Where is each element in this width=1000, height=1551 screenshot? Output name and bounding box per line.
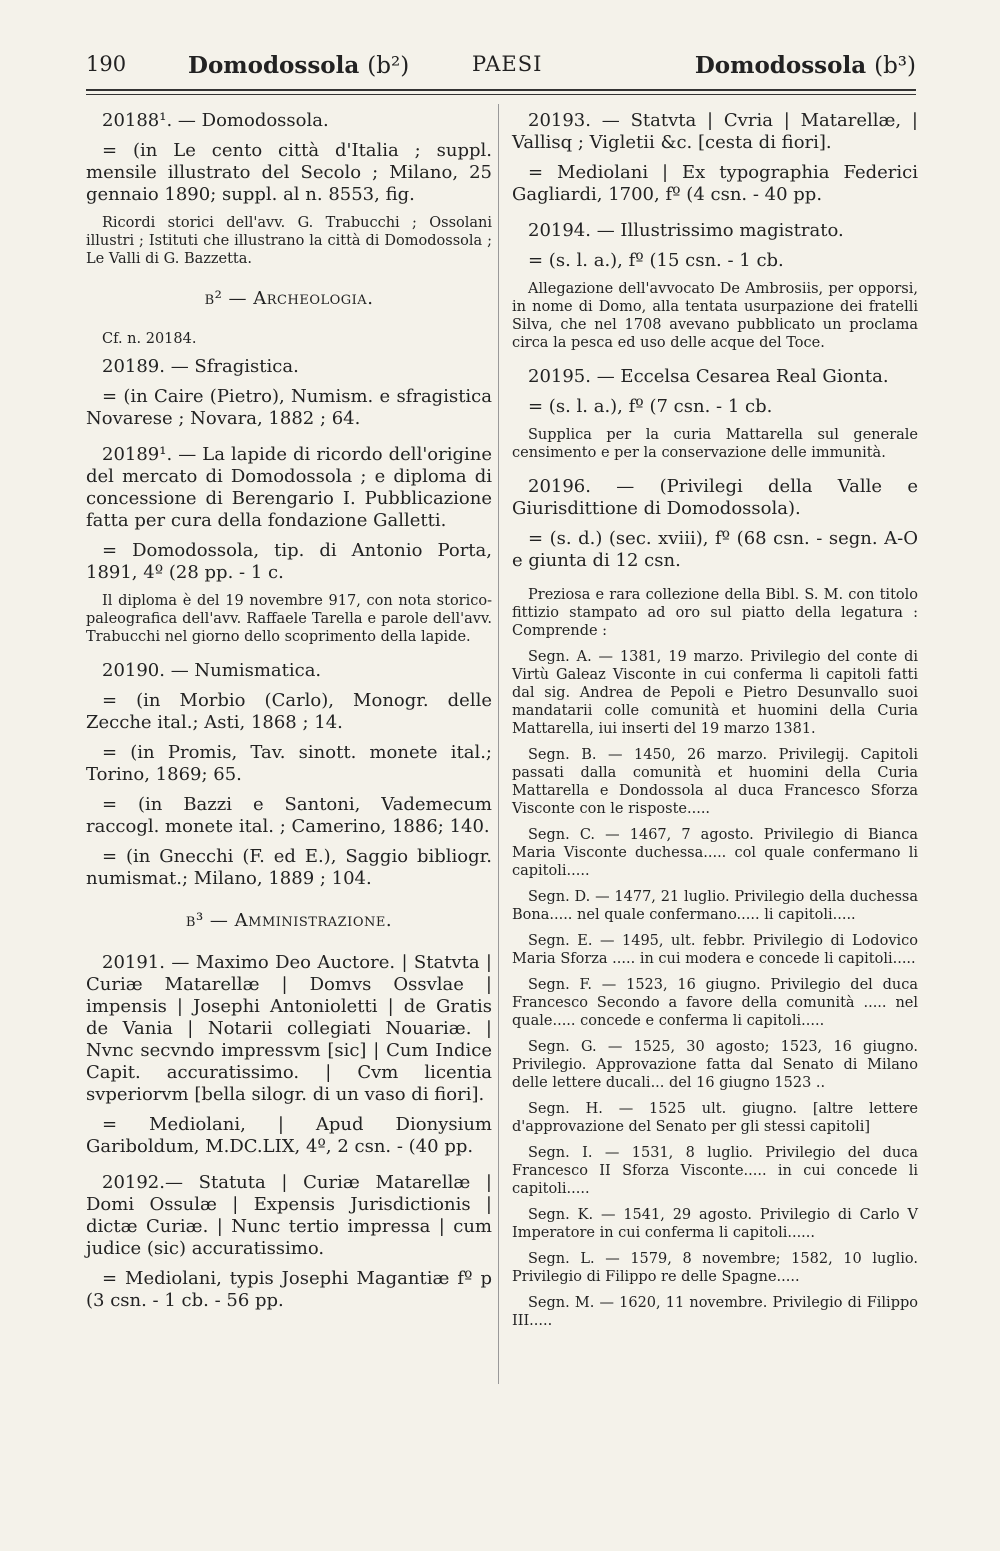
section-heading: b³ — Amministrazione.	[185, 910, 393, 931]
entry-note: Supplica per la curia Mattarella sul generale censimento e per la conservazione delle immunità.	[512, 427, 918, 461]
spacer	[86, 268, 492, 288]
catalog-entry: = (in Gnecchi (F. ed E.), Saggio bibliogr. numismat.; Milano, 1889 ; 104.	[86, 846, 492, 889]
spacer	[86, 310, 492, 330]
spacer	[512, 1136, 918, 1144]
spacer	[86, 786, 492, 794]
entry-note: Il diploma è del 19 novembre 917, con nota storico-paleografica dell'avv. Raffaele Tarella e parole dell'avv. Trabucchi nel giorno dello scoprimento della lapide.	[86, 593, 492, 645]
spacer	[512, 640, 918, 648]
spacer	[512, 1286, 918, 1294]
spacer	[512, 1030, 918, 1038]
catalog-entry: = Mediolani, | Apud Dionysium Gariboldum, M.DC.LIX, 4º, 2 csn. - (40 pp.	[86, 1114, 492, 1157]
catalog-entry: = (in Bazzi e Santoni, Vademecum raccogl. monete ital. ; Camerino, 1886; 140.	[86, 794, 492, 837]
spacer	[512, 352, 918, 366]
spacer	[512, 572, 918, 586]
spacer	[86, 1158, 492, 1172]
segment-item: Segn. K. — 1541, 29 agosto. Privilegio di Carlo V Imperatore in cui conferma li capitoli......	[512, 1207, 918, 1241]
catalog-entry: 20194. — Illustrissimo magistrato.	[528, 220, 844, 241]
catalog-entry: 20189¹. — La lapide di ricordo dell'origine del mercato di Domodossola ; e diploma di concessione di Berengario I. Pubblicazione fatta per cura della fondazione Galletti.	[86, 444, 492, 531]
page-header	[86, 52, 916, 88]
spacer	[86, 890, 492, 910]
right-title-text: Domodossola	[694, 52, 867, 79]
spacer	[512, 272, 918, 280]
left-running-title	[188, 52, 409, 79]
right-column	[512, 110, 918, 1338]
catalog-entry: = (in Promis, Tav. sinott. monete ital.; Torino, 1869; 65.	[86, 742, 492, 785]
catalog-entry: = (in Caire (Pietro), Numism. e sfragistica Novarese ; Novara, 1882 ; 64.	[86, 386, 492, 429]
catalog-entry: 20195. — Eccelsa Cesarea Real Gionta.	[528, 366, 889, 387]
spacer	[86, 682, 492, 690]
spacer	[512, 1198, 918, 1206]
catalog-entry: = (in Le cento città d'Italia ; suppl. mensile illustrato del Secolo ; Milano, 25 gennaio 1890; suppl. al n. 8553, fig.	[86, 140, 492, 205]
spacer	[86, 430, 492, 444]
spacer	[86, 1260, 492, 1268]
spacer	[512, 968, 918, 976]
catalog-entry: 20191. — Maximo Deo Auctore. | Statvta | Curiæ Matarellæ | Domvs Ossvlae | impensis | Josephi Antonioletti | de Gratis de Vania | Notarii collegiati Nouariæ. | Nvnc secvndo impressvm [sic] | Cum Indice Capit. accuratissimo. | Cvm licentia svperiorvm [bella silogr. di un vaso di fiori].	[86, 952, 492, 1105]
catalog-entry: = Mediolani | Ex typographia Federici Gagliardi, 1700, fº (4 csn. - 40 pp.	[512, 162, 918, 205]
header-rule-thick	[86, 89, 916, 91]
catalog-entry: 20193. — Statvta | Cvria | Matarellæ, | Vallisq ; Vigletii &c. [cesta di fiori].	[512, 110, 918, 153]
spacer	[512, 388, 918, 396]
spacer	[512, 520, 918, 528]
segment-item: Segn. H. — 1525 ult. giugno. [altre lettere d'approvazione del Senato per gli stessi capitoli]	[512, 1101, 918, 1135]
left-title-text: Domodossola	[188, 52, 360, 79]
spacer	[512, 462, 918, 476]
spacer	[512, 418, 918, 426]
spacer	[86, 838, 492, 846]
segment-item: Segn. F. — 1523, 16 giugno. Privilegio del duca Francesco Secondo a favore della comunità ..... nel quale..... concede e conferma li capitoli.....	[512, 977, 918, 1029]
segment-item: Segn. G. — 1525, 30 agosto; 1523, 16 giugno. Privilegio. Approvazione fatta dal Senato di Milano delle lettere ducali... del 16 giugno 1523 ..	[512, 1039, 918, 1091]
segment-item: Segn. D. — 1477, 21 luglio. Privilegio della duchessa Bona..... nel quale confermano..... li capitoli.....	[512, 889, 918, 923]
spacer	[86, 584, 492, 592]
left-column	[86, 110, 492, 1320]
segment-item: Segn. B. — 1450, 26 marzo. Privilegij. Capitoli passati dalla comunità et huomini della Curia Mattarella e Dondossola al duca Francesco Sforza Visconte con le risposte.....	[512, 747, 918, 817]
spacer	[512, 206, 918, 220]
right-title-section: (b³)	[874, 53, 916, 79]
segment-item: Segn. C. — 1467, 7 agosto. Privilegio di Bianca Maria Visconte duchessa..... col quale confermano li capitoli.....	[512, 827, 918, 879]
segment-item: Segn. I. — 1531, 8 luglio. Privilegio del duca Francesco II Sforza Visconte..... in cui concede li capitoli.....	[512, 1145, 918, 1197]
segment-item: Segn. A. — 1381, 19 marzo. Privilegio del conte di Virtù Galeaz Visconte in cui conferma li capitoli fatti dal sig. Andrea de Pepoli e Pietro Desunvallo suoi mandatarii colle comunità et huomini della Curia Mattarella, iui inserti del 19 marzo 1381.	[512, 649, 918, 737]
spacer	[86, 378, 492, 386]
spacer	[86, 132, 492, 140]
spacer	[86, 646, 492, 660]
spacer	[512, 924, 918, 932]
center-running-title: PAESI	[472, 52, 543, 76]
catalog-entry: 20189. — Sfragistica.	[102, 356, 299, 377]
spacer	[86, 206, 492, 214]
catalog-entry: 20196. — (Privilegi della Valle e Giurisdittione di Domodossola).	[512, 476, 918, 519]
segment-item: Segn. E. — 1495, ult. febbr. Privilegio di Lodovico Maria Sforza ..... in cui modera e concede li capitoli.....	[512, 933, 918, 967]
page-number: 190	[86, 52, 127, 76]
spacer	[86, 1106, 492, 1114]
spacer	[86, 734, 492, 742]
segment-item: Segn. M. — 1620, 11 novembre. Privilegio di Filippo III.....	[512, 1295, 918, 1329]
spacer	[512, 1242, 918, 1250]
spacer	[512, 242, 918, 250]
spacer	[512, 818, 918, 826]
spacer	[86, 1312, 492, 1320]
left-title-section: (b²)	[367, 53, 410, 79]
catalog-entry: = Domodossola, tip. di Antonio Porta, 1891, 4º (28 pp. - 1 c.	[86, 540, 492, 583]
catalog-entry: = (s. d.) (sec. xviii), fº (68 csn. - segn. A-O e giunta di 12 csn.	[512, 528, 918, 571]
spacer	[512, 880, 918, 888]
spacer	[86, 348, 492, 356]
catalog-entry: 20192.— Statuta | Curiæ Matarellæ | Domi Ossulæ | Expensis Jurisdictionis | dictæ Curiæ. | Nunc tertio impressa | cum judice (sic) accuratissimo.	[86, 1172, 492, 1259]
header-rule-thin	[86, 94, 916, 95]
right-running-title	[695, 52, 916, 79]
catalog-entry: = (s. l. a.), fº (7 csn. - 1 cb.	[528, 396, 773, 417]
segment-item: Segn. L. — 1579, 8 novembre; 1582, 10 luglio. Privilegio di Filippo re delle Spagne.....	[512, 1251, 918, 1285]
spacer	[512, 154, 918, 162]
section-heading: b² — Archeologia.	[204, 288, 374, 309]
column-divider	[498, 104, 499, 1384]
catalog-entry: 20190. — Numismatica.	[102, 660, 322, 681]
entry-note: Preziosa e rara collezione della Bibl. S. M. con titolo fittizio stampato ad oro sul piatto della legatura : Comprende :	[512, 587, 918, 639]
entry-note: Allegazione dell'avvocato De Ambrosiis, per opporsi, in nome di Domo, alla tentata usurpazione dei fratelli Silva, che nel 1708 avevano pubblicato un proclama circa la pesca ed uso delle acque del Toce.	[512, 281, 918, 351]
spacer	[86, 932, 492, 952]
spacer	[512, 1092, 918, 1100]
entry-note: Ricordi storici dell'avv. G. Trabucchi ; Ossolani illustri ; Istituti che illustrano la città di Domodossola ; Le Valli di G. Bazzetta.	[86, 215, 492, 267]
catalog-entry: = (s. l. a.), fº (15 csn. - 1 cb.	[528, 250, 784, 271]
catalog-entry: 20188¹. — Domodossola.	[102, 110, 329, 131]
entry-note: Cf. n. 20184.	[102, 331, 197, 347]
spacer	[512, 738, 918, 746]
spacer	[512, 1330, 918, 1338]
catalog-entry: = Mediolani, typis Josephi Magantiæ fº p (3 csn. - 1 cb. - 56 pp.	[86, 1268, 492, 1311]
catalog-entry: = (in Morbio (Carlo), Monogr. delle Zecche ital.; Asti, 1868 ; 14.	[86, 690, 492, 733]
spacer	[86, 532, 492, 540]
